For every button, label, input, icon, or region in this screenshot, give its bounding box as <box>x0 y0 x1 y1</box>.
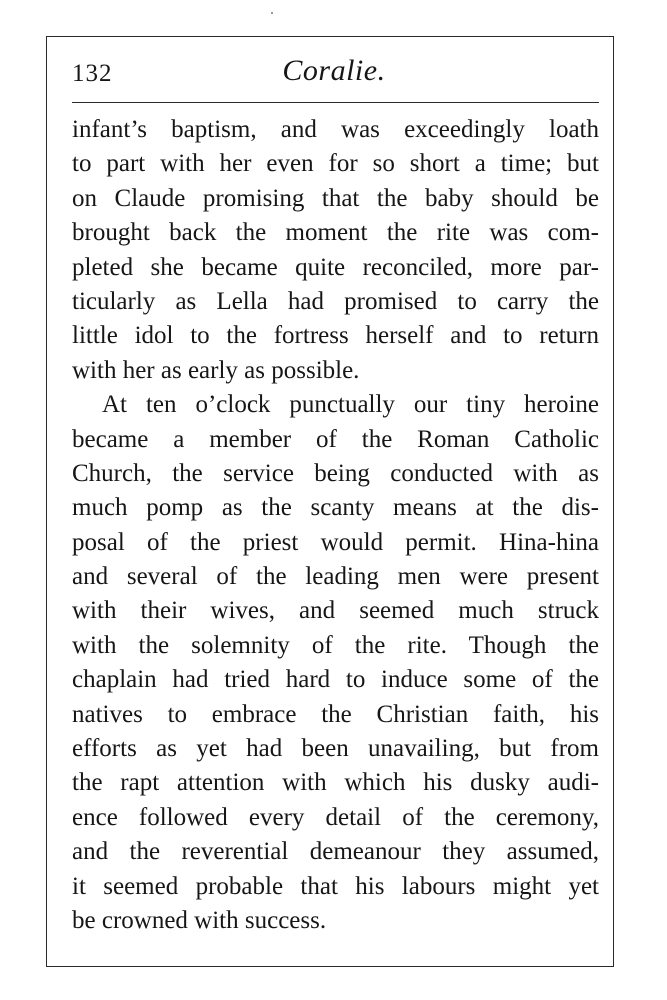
text-line: with her as early as possible. <box>72 356 360 384</box>
text-line: At ten o’clock punctually our tiny heroine <box>102 391 599 419</box>
text-line: with their wives, and seemed much struck <box>72 597 599 625</box>
text-line: posal of the priest would permit. Hina-hina <box>72 528 599 556</box>
text-line: and the reverential demeanour they assumed, <box>72 838 599 866</box>
text-line: chaplain had tried hard to induce some of the <box>72 666 599 694</box>
running-head <box>72 54 596 98</box>
header-rule <box>72 102 599 103</box>
text-line: on Claude promising that the baby should be <box>72 184 599 212</box>
text-line: little idol to the fortress herself and to return <box>72 322 599 350</box>
print-speck <box>271 12 273 14</box>
running-title: Coralie. <box>282 54 386 87</box>
text-line: much pomp as the scanty means at the dis- <box>72 494 599 522</box>
text-line: with the solemnity of the rite. Though the <box>72 631 599 659</box>
body-text <box>72 113 599 938</box>
text-line: be crowned with success. <box>72 906 327 934</box>
text-line: the rapt attention with which his dusky audi- <box>72 769 599 797</box>
text-line: efforts as yet had been unavailing, but from <box>72 735 599 763</box>
text-line: ence followed every detail of the ceremony, <box>72 803 599 831</box>
text-line: pleted she became quite reconciled, more par- <box>72 253 599 281</box>
text-line: natives to embrace the Christian faith, his <box>72 700 599 728</box>
text-line: became a member of the Roman Catholic <box>72 425 599 453</box>
text-line: brought back the moment the rite was com- <box>72 219 599 247</box>
text-line: Church, the service being conducted with as <box>72 459 599 487</box>
text-line: ticularly as Lella had promised to carry the <box>72 287 599 315</box>
text-line: to part with her even for so short a time; but <box>72 150 599 178</box>
text-line: infant’s baptism, and was exceedingly loath <box>72 116 599 143</box>
page-number: 132 <box>72 60 113 87</box>
text-line: and several of the leading men were present <box>72 563 599 591</box>
text-line: it seemed probable that his labours might yet <box>72 872 599 900</box>
